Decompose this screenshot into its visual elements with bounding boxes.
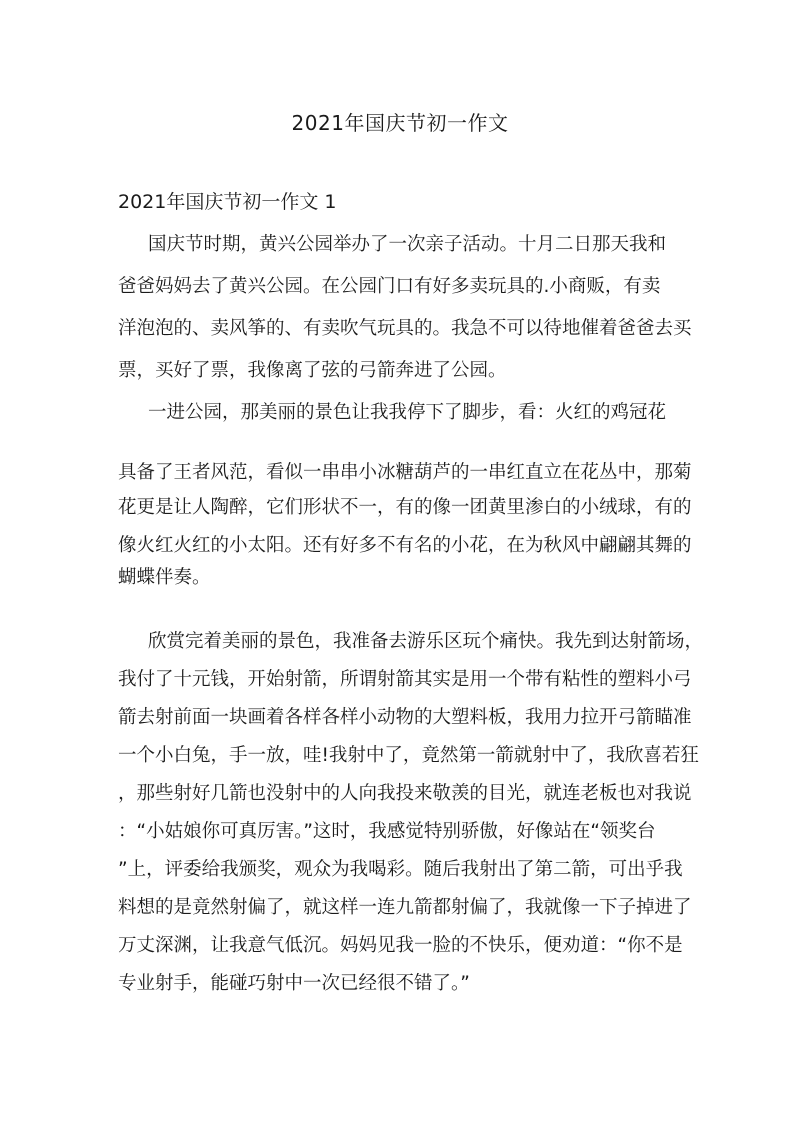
paragraph-line: 万丈深渊，让我意气低沉。妈妈见我一脸的不快乐，便劝道：“你不是 (118, 935, 683, 956)
paragraph-line: ，那些射好几箭也没射中的人向我投来敬羡的目光，就连老板也对我说 (118, 783, 692, 804)
paragraph-line: 具备了王者风范，看似一串串小冰糖葫芦的一串红直立在花丛中，那菊 (118, 462, 692, 483)
paragraph-line: ：“小姑娘你可真厉害。”这时，我感觉特别骄傲，好像站在“领奖台 (118, 821, 656, 842)
paragraph-line: 花更是让人陶醉，它们形状不一，有的像一团黄里渗白的小绒球，有的 (118, 497, 692, 518)
paragraph-line: 票，买好了票，我像离了弦的弓箭奔进了公园。 (118, 360, 507, 381)
paragraph-line: 蝴蝶伴奏。 (118, 567, 211, 588)
paragraph-line: ”上，评委给我颁奖，观众为我喝彩。随后我射出了第二箭，可出乎我 (118, 859, 683, 880)
paragraph-line: 洋泡泡的、卖风筝的、有卖吹气玩具的。我急不可以待地催着爸爸去买 (118, 318, 692, 339)
paragraph-line: 欣赏完着美丽的景色，我准备去游乐区玩个痛快。我先到达射箭场， (148, 631, 704, 652)
paragraph-line: 国庆节时期，黄兴公园举办了一次亲子活动。十月二日那天我和 (148, 234, 667, 255)
paragraph-line: 一个小白兔，手一放，哇!我射中了，竟然第一箭就射中了，我欣喜若狂 (118, 745, 699, 766)
paragraph-line: 爸爸妈妈去了黄兴公园。在公园门口有好多卖玩具的.小商贩，有卖 (118, 276, 661, 297)
document-title: 2021年国庆节初一作文 (291, 111, 509, 135)
paragraph-line: 箭去射前面一块画着各样各样小动物的大塑料板，我用力拉开弓箭瞄准 (118, 707, 692, 728)
paragraph-line: 一进公园，那美丽的景色让我我停下了脚步，看：火红的鸡冠花 (148, 402, 667, 423)
paragraph-line: 专业射手，能碰巧射中一次已经很不错了。” (118, 973, 470, 994)
section-heading: 2021年国庆节初一作文 1 (118, 191, 337, 213)
paragraph-line: 料想的是竟然射偏了，就这样一连九箭都射偏了，我就像一下子掉进了 (118, 897, 692, 918)
paragraph-line: 我付了十元钱，开始射箭，所谓射箭其实是用一个带有粘性的塑料小弓 (118, 669, 692, 690)
paragraph-line: 像火红火红的小太阳。还有好多不有名的小花，在为秋风中翩翩其舞的 (118, 535, 692, 556)
